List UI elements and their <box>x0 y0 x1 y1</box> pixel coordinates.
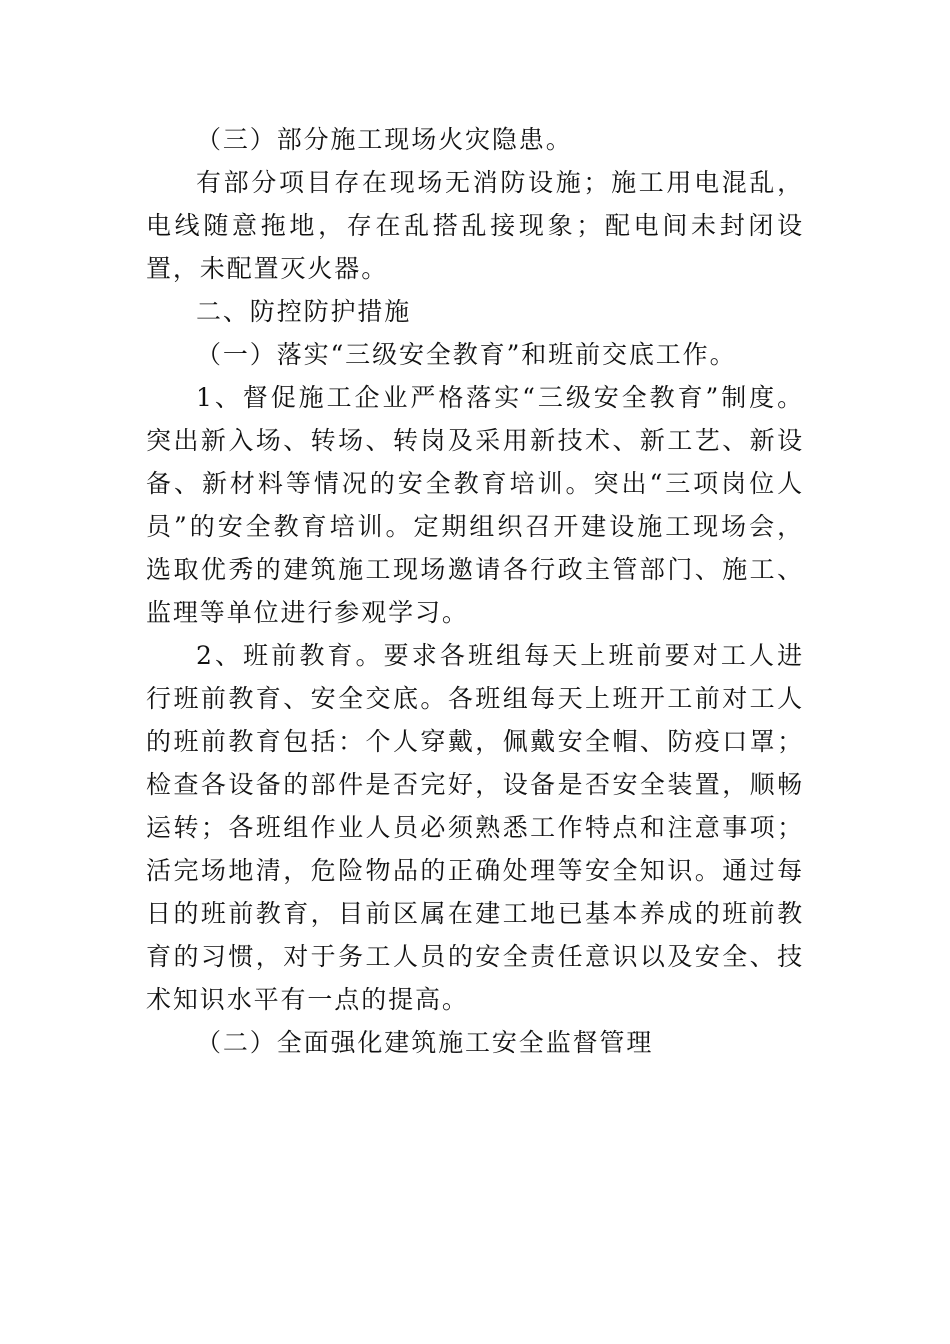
document-body <box>146 118 804 1064</box>
subsection-heading-supervision: （二）全面强化建筑施工安全监督管理 <box>196 1028 654 1057</box>
section-heading-prevention-measures: 二、防控防护措施 <box>196 297 412 326</box>
paragraph-fire-hazards: 有部分项目存在现场无消防设施；施工用电混乱，电线随意拖地，存在乱搭乱接现象；配电间未封闭设置，未配置灭火器。 <box>146 168 804 283</box>
paragraph-item-2: 2、班前教育。要求各班组每天上班前要对工人进行班前教育、安全交底。各班组每天上班开工前对工人的班前教育包括：个人穿戴，佩戴安全帽、防疫口罩；检查各设备的部件是否完好，设备是否安全装置，顺畅运转；各班组作业人员必须熟悉工作特点和注意事项；活完场地清，危险物品的正确处理等安全知识。通过每日的班前教育，目前区属在建工地已基本养成的班前教育的习惯，对于务工人员的安全责任意识以及安全、技术知识水平有一点的提高。 <box>146 641 804 1014</box>
subsection-heading-safety-education: （一）落实“三级安全教育”和班前交底工作。 <box>196 340 737 369</box>
section-heading-fire-hazards: （三）部分施工现场火灾隐患。 <box>196 125 573 154</box>
paragraph-item-1: 1、督促施工企业严格落实“三级安全教育”制度。突出新入场、转场、转岗及采用新技术、新工艺、新设备、新材料等情况的安全教育培训。突出“三项岗位人员”的安全教育培训。定期组织召开建设施工现场会，选取优秀的建筑施工现场邀请各行政主管部门、施工、监理等单位进行参观学习。 <box>146 383 804 627</box>
